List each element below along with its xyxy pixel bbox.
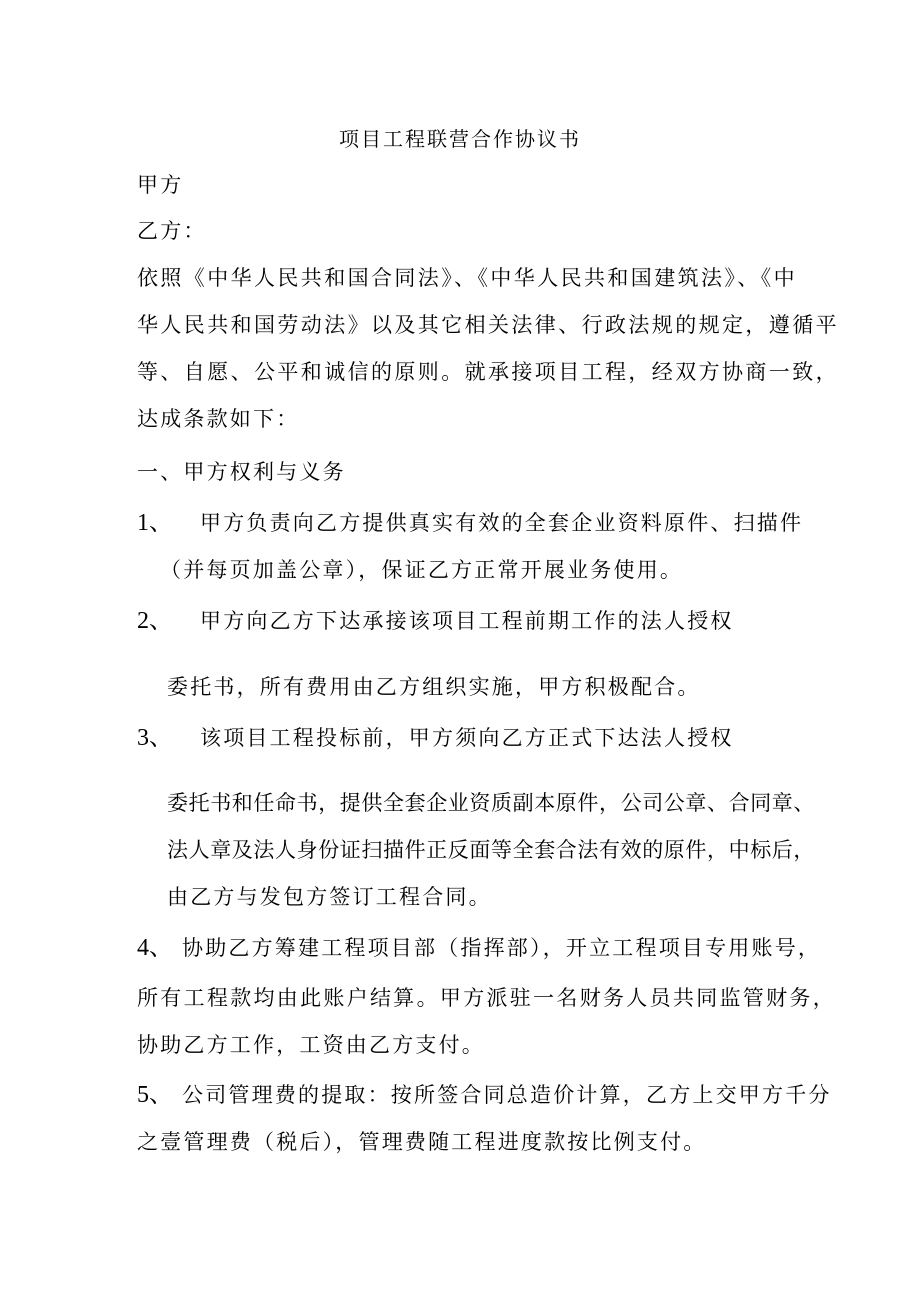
preamble-line: 达成条款如下： [137, 407, 300, 431]
clause-line: 甲方向乙方下达承接该项目工程前期工作的法人授权 [200, 609, 734, 633]
section-heading: 一、甲方权利与义务 [137, 460, 346, 484]
document-title: 项目工程联营合作协议书 [339, 127, 581, 151]
clause-number: 2、 [137, 608, 173, 634]
clause-line: 协助乙方筹建工程项目部（指挥部），开立工程项目专用账号， [182, 936, 822, 960]
clause-line: 之壹管理费（税后），管理费随工程进度款按比例支付。 [137, 1130, 707, 1154]
preamble-line: 依照《中华人民共和国合同法》、《中华人民共和国建筑法》、《中 [137, 266, 797, 290]
party-a-label: 甲方 [137, 173, 184, 197]
clause-line: 法人章及法人身份证扫描件正反面等全套合法有效的原件，中标后， [167, 838, 815, 862]
clause-number: 1、 [137, 510, 173, 536]
clause-number: 4、 [137, 935, 173, 961]
party-b-label: 乙方： [137, 219, 207, 243]
clause-line: 该项目工程投标前，甲方须向乙方正式下达法人授权 [200, 726, 734, 750]
clause-line: 甲方负责向乙方提供真实有效的全套企业资料原件、扫描件 [200, 511, 804, 535]
preamble-line: 华人民共和国劳动法》以及其它相关法律、行政法规的规定，遵循平 [137, 313, 839, 337]
clause-number: 5、 [137, 1082, 173, 1108]
preamble-line: 等、自愿、公平和诚信的原则。就承接项目工程，经双方协商一致， [137, 360, 839, 384]
clause-line: 委托书，所有费用由乙方组织实施，甲方积极配合。 [167, 675, 701, 699]
clause-number: 3、 [137, 725, 173, 751]
clause-line: 由乙方与发包方签订工程合同。 [167, 885, 492, 909]
clause-line: 所有工程款均由此账户结算。甲方派驻一名财务人员共同监管财务， [137, 986, 836, 1010]
clause-line: 协助乙方工作，工资由乙方支付。 [137, 1033, 485, 1057]
clause-line: （并每页加盖公章），保证乙方正常开展业务使用。 [160, 558, 684, 582]
clause-line: 公司管理费的提取：按所签合同总造价计算，乙方上交甲方千分 [182, 1083, 832, 1107]
clause-line: 委托书和任命书，提供全套企业资质副本原件，公司公章、合同章、 [167, 791, 815, 815]
